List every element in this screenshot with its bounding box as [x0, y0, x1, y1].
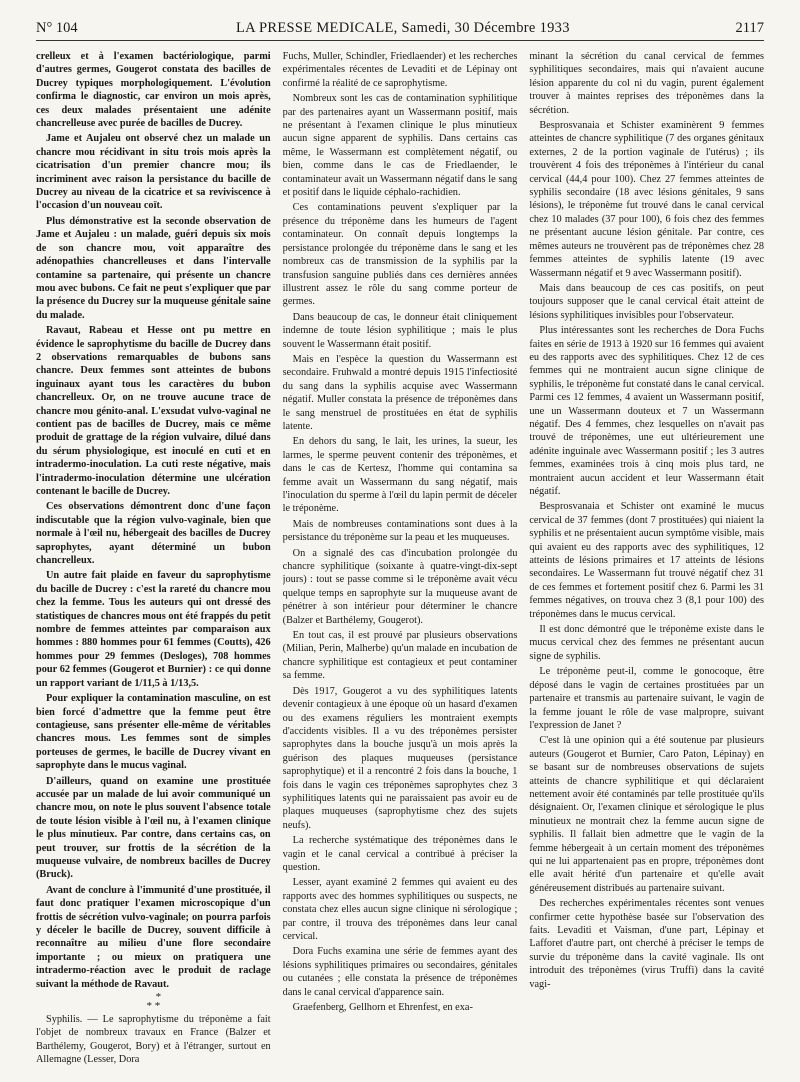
column-2	[283, 50, 518, 1070]
paragraph: Jame et Aujaleu ont observé chez un malade un chancre mou récidivant in situ trois mois après la cicatrisation d'un premier chancre mou; ils incriminent avec raison la persistance du bacille de Ducrey au niveau de la cicatrice et sa reviviscence à l'occasion d'un nouveau coït.	[36, 133, 271, 212]
paragraph: Ces observations démontrent donc d'une façon indiscutable que la région vulvo-vaginale, bien que normale à l'œil nu, hébergeait des bacilles de Ducrey saprophytes, ayant déterminé un bubon chancrelleux.	[36, 501, 271, 567]
paragraph: minant la sécrétion du canal cervical de femmes syphilitiques secondaires, mais qui n'avaient aucune lésion apparente du col ni du vagin, purent également trouver à maintes reprises des tréponèmes dans la sécrétion.	[529, 51, 765, 116]
paragraph: Graefenberg, Gellhorn et Ehrenfest, en exa-	[292, 1002, 473, 1014]
paragraph: Mais dans beaucoup de ces cas positifs, on peut toujours supposer que le canal cervical était atteint de lésions syphilitiques invisibles pour l'observateur.	[529, 282, 765, 321]
paragraph: C'est là une opinion qui a été soutenue par plusieurs auteurs (Gougerot et Burnier, Caro Paton, Lépinay) en se basant sur de nombreuses observations de sujets atteints de chancre syphilitique et qui déclaraient nettement avoir été contaminés par telle prostituée qu'ils désignaient. Or, l'examen clinique et sérologique le plus minutieux ne montrait chez la femme aucun signe de syphilis. Il fallait bien admettre que le vagin de la femme hébergeait à un certain moment des tréponèmes qui ne lui appartenaient pas en propre, tréponèmes dont elle avait hérité d'un partenaire et qu'elle avait généreusement distribués au partenaire suivant.	[529, 735, 765, 894]
article-columns	[36, 50, 764, 1070]
section-separator: * * *	[146, 991, 162, 1013]
paragraph: Fuchs, Muller, Schindler, Friedlaender) et les recherches expérimentales récentes de Levaditi et de Lépinay ont confirmé la réalité de ce saprophytisme.	[282, 51, 518, 89]
paragraph: La recherche systématique des tréponèmes dans le vagin et le canal cervical a contribué à préciser la question.	[282, 835, 518, 873]
page-number: 2117	[735, 20, 764, 36]
paragraph: Mais en l'espèce la question du Wassermann est secondaire. Fruhwald a montré depuis 1915 l'infectiosité du sang dans la syphilis acquise avec Wassermann négatif. Muller constata la présence de tréponèmes dans le sang menstruel de prostituées en état de syphilis latente.	[282, 353, 518, 432]
header-rule	[36, 40, 764, 41]
paragraph: Lesser, ayant examiné 2 femmes qui avaient eu des rapports avec des hommes syphilitiques ou suspects, ne constata chez elles aucun signe clinique ni sérologique ; par contre, il trouva des tréponèmes dans leur canal cervical.	[282, 877, 518, 942]
paragraph: Avant de conclure à l'immunité d'une prostituée, il faut donc pratiquer l'examen microscopique d'un frottis de sécrétion vulvo-vaginale; on pourra parfois y déceler le bacille de Ducrey, souvent difficile à reconnaître au milieu d'une flore secondaire importante ; ou mieux on pratiquera une intradermo-réaction avec le produit de raclage suivant la méthode de Ravaut.	[36, 884, 271, 990]
issue-number: N° 104	[36, 20, 78, 36]
paragraph: On a signalé des cas d'incubation prolongée du chancre syphilitique (soixante à quatre-vingt-dix-sept jours) : tout se passe comme si le tréponème avait vécu quelque temps en saprophyte sur la muqueuse avant de pénétrer à son intérieur pour déterminer le chancre (Balzer et Barthélemy, Gougerot).	[282, 547, 518, 626]
paragraph: Syphilis. — Le saprophytisme du tréponème a fait l'objet de nombreux travaux en France (Balzer et Barthélemy, Gougerot, Bory) et à l'étranger, surtout en Allemagne (Lesser, Dora	[36, 1014, 271, 1066]
paragraph: Besprosvanaia et Schister ont examiné le mucus cervical de 37 femmes (dont 7 prostituées) qui niaient la syphilis et ne présentaient aucun symptôme visible, mais qui avaient eu des rapports avec des syphilitiques, 12 atteints de lésions primaires et 17 atteints de lésions secondaires. Le Wassermann fut trouvé négatif chez 31 de ces femmes et fortement positif chez 6. Parmi les 31 femmes négatives, on trouva chez 3 (8,1 pour 100) des tréponèmes dans le mucus cervical.	[529, 501, 765, 620]
paragraph: crelleux et à l'examen bactériologique, parmi d'autres germes, Gougerot constata des bacilles de Ducrey typiques morphologiquement. L'évolution confirma le diagnostic, car environ un mois après, ces deux malades présentaient une adénite chancrelleuse avec purée de bacilles de Ducrey.	[36, 51, 271, 130]
paragraph: En tout cas, il est prouvé par plusieurs observations (Milian, Perin, Malherbe) qu'un malade en incubation de chancre syphilitique est contagieux et peut contaminer sa femme.	[282, 630, 518, 682]
paragraph: Mais de nombreuses contaminations sont dues à la persistance du tréponème sur la peau et les muqueuses.	[282, 518, 518, 544]
paragraph: Il est donc démontré que le tréponème existe dans le mucus cervical chez des femmes ne présentant aucun signe de syphilis.	[529, 624, 765, 662]
paragraph: Besprosvanaia et Schister examinèrent 9 femmes atteintes de chancre syphilitique (7 des organes génitaux externes, 2 de la portion vaginale de l'utérus) ; ils trouvèrent 4 fois des tréponèmes à l'intérieur du canal cervical (44,4 pour 100). Chez 27 femmes atteintes de syphilis secondaire (18 avec lésions génitales, 9 sans lésions), le tréponème fut trouvé dans le canal cervical chez 10 malades (37 pour 100), 6 fois chez des femmes ne présentant aucune lésion génitale. Par contre, ces mêmes auteurs ne trouvèrent pas de tréponèmes chez 28 femmes atteintes de syphilis latente (19 avec Wassermann négatif et 9 avec Wassermann positif).	[529, 120, 765, 279]
paragraph: Un autre fait plaide en faveur du saprophytisme du bacille de Ducrey : c'est la rareté du chancre mou chez la femme. Tous les auteurs qui ont dressé des statistiques de chancres mous ont été frappés du petit nombre de femmes atteintes par comparaison aux hommes : 880 hommes pour 61 femmes (Coutts), 426 hommes pour 29 femmes (Desloges), 708 hommes pour 62 femmes (Gougerot et Burnier) : ce qui donne un rapport variant de 1/11,5 à 1/13,5.	[36, 570, 271, 689]
paragraph: Des recherches expérimentales récentes sont venues confirmer cette hypothèse basée sur l'observation des faits. Levaditi et Vaisman, d'une part, Lépinay et Lafforet d'autre part, ont cherché à préciser le temps de survie du tréponème dans la cavité vaginale. Ils ont introduit des tréponèmes (virus Truffi) dans la cavité vagi-	[529, 898, 765, 990]
paragraph: Le tréponème peut-il, comme le gonocoque, être déposé dans le vagin de certaines prostituées par un partenaire et transmis au partenaire suivant, le vagin de la femme jouant le rôle de vase malpropre, suivant l'expression de Janet ?	[529, 666, 765, 731]
paragraph: Dans beaucoup de cas, le donneur était cliniquement indemne de toute lésion syphilitique ; mais le plus souvent le Wassermann était positif.	[282, 311, 518, 350]
column-3	[529, 50, 764, 1070]
paragraph: En dehors du sang, le lait, les urines, la sueur, les larmes, le sperme peuvent contenir des tréponèmes, et dans le cas de Kertesz, l'homme qui contamina sa femme avait un Wassermann du sang négatif, mais l'inoculation du sperme à l'œil du lapin permit de déceler le tréponème.	[282, 436, 518, 515]
paragraph: Plus intéressantes sont les recherches de Dora Fuchs faites en série de 1913 à 1920 sur 16 femmes qui avaient eu des rapports avec des syphilitiques. Chez 12 de ces femmes qui ne montraient aucun signe clinique de syphilis, le tréponème fut constaté dans le canal cervical. Parmi ces 12 femmes, 4 avaient un Wassermann positif, une un Wassermann douteux et 7 un Wassermann négatif. Des 4 femmes, chez lesquelles on n'avait pas trouvé de tréponèmes, une eut ultérieurement une adénite inguinale avec Wassermann positif ; les 3 autres femmes, examinées trois à cinq mois plus tard, ne montraient aucun accident et leur Wassermann était négatif.	[529, 325, 765, 497]
paragraph: Ces contaminations peuvent s'expliquer par la présence du tréponème dans les humeurs de l'agent contaminateur. On connaît depuis longtemps la persistance prolongée du tréponème dans le sang et les nombreux cas de transmission de la syphilis par la transfusion sanguine publiés dans ces dernières années illustrent assez le rôle du sang comme porteur de germes.	[282, 202, 518, 308]
paragraph: D'ailleurs, quand on examine une prostituée accusée par un malade de lui avoir communiqué un chancre mou, on note le plus souvent l'absence totale de toute lésion visible à l'œil nu, à l'examen clinique le plus minutieux. Par contre, dans certains cas, on peut trouver, sur frottis de la sécrétion de la muqueuse vulvaire, de nombreux bacilles de Ducrey (Bruck).	[36, 775, 271, 881]
paragraph: Nombreux sont les cas de contamination syphilitique par des partenaires ayant un Wassermann positif, mais ne présentant à l'examen clinique le plus minutieux aucun signe apparent de syphilis. Dans certains cas même, le Wassermann est complètement négatif, ou bien, comme dans le cas de Friedlaender, le contaminateur avait un Wassermann négatif dans le sang et positif dans le liquide céphalo-rachidien.	[282, 93, 518, 199]
paragraph: Dès 1917, Gougerot a vu des syphilitiques latents devenir contagieux à une époque où un hasard d'examen ou des examens réguliers les montraient exempts d'accidents visibles. Il a vu des tréponèmes persister saprophytes dans la bouche jusqu'à un mois après la guérison des plaques muqueuses (persistance saprophytique) et il a rencontré 2 fois dans la bouche, 1 fois dans le vagin ces tréponèmes saprophytes chez 3 syphilitiques latents qui ne paraissaient pas avoir eu de plaques muqueuses (saprophytisme chez des sujets neufs).	[282, 685, 518, 831]
column-1	[36, 50, 271, 1070]
paragraph: Dora Fuchs examina une série de femmes ayant des lésions syphilitiques primaires ou secondaires, génitales ou cutanées ; elle constata la présence de tréponèmes dans le canal cervical d'apparence sain.	[282, 946, 518, 998]
journal-title: LA PRESSE MEDICALE, Samedi, 30 Décembre 1933	[236, 20, 570, 36]
paragraph: Pour expliquer la contamination masculine, on est bien forcé d'admettre que la femme peut être contagieuse, sans présenter elle-même de véritables chancres mous. Les femmes sont de simples porteuses de germes, le bacille de Ducrey vivant en saprophyte dans le mucus vaginal.	[36, 693, 271, 772]
paragraph: Plus démonstrative est la seconde observation de Jame et Aujaleu : un malade, guéri depuis six mois de son chancre mou, voit apparaître des adénopathies chancrelleuses et dans l'intervalle contamine sa partenaire, qui présente un chancre mou avec bubons. Ce fait ne peut s'expliquer que par la présence du Ducrey sur la muqueuse génitale saine du malade.	[36, 215, 271, 321]
paragraph: Ravaut, Rabeau et Hesse ont pu mettre en évidence le saprophytisme du bacille de Ducrey dans 2 observations remarquables de bubons sans chancre. Deux femmes sont atteintes de bubons inguinaux ayant tous les caractères du bubon chancrelleux. Or, on ne trouve aucune trace de chancre mou génito-anal. L'exsudat vulvo-vaginal ne contient pas de bacilles de Ducrey, mais ce même produit de grattage de la région vulvaire, dilué dans du sérum physiologique, est inoculé en cuti et en intradermo-inoculation. La cuti reste négative, mais l'intradermo-inoculation détermine une ulcération contenant le bacille de Ducrey.	[36, 325, 271, 497]
page-header	[36, 20, 764, 42]
